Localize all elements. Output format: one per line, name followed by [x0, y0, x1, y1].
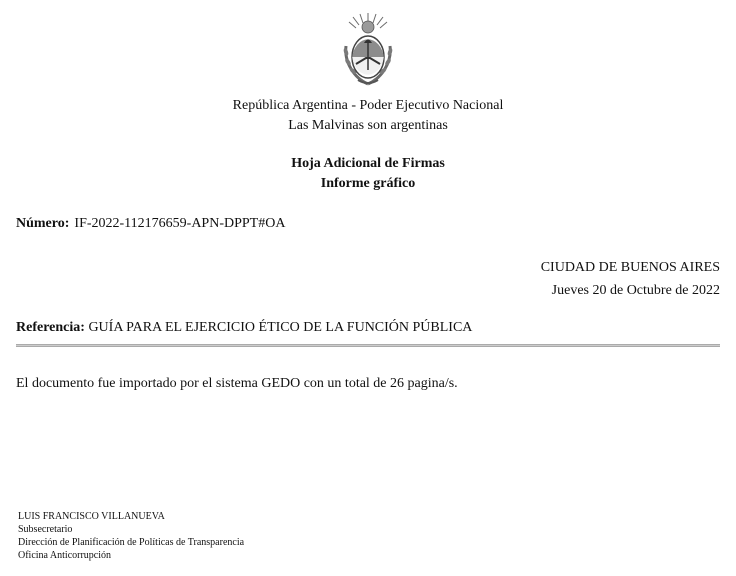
document-title: Hoja Adicional de Firmas: [291, 156, 445, 171]
signature-block: [18, 510, 244, 562]
reference-label: Referencia:: [16, 320, 85, 335]
document-subtitle: Informe gráfico: [320, 176, 416, 191]
argentina-coat-of-arms-icon: [336, 12, 400, 88]
signer-office: Oficina Anticorrupción: [18, 550, 112, 561]
place: CIUDAD DE BUENOS AIRES: [540, 260, 720, 275]
document-number: [16, 214, 285, 234]
header-motto: Las Malvinas son argentinas: [288, 118, 448, 133]
date: Jueves 20 de Octubre de 2022: [551, 283, 720, 298]
signer-position: Subsecretario: [18, 524, 73, 535]
signer-department: Dirección de Planificación de Políticas de Transparencia: [18, 537, 245, 548]
document-number-label: Número:: [16, 216, 70, 231]
signer-name: LUIS FRANCISCO VILLANUEVA: [18, 511, 165, 522]
reference: [16, 318, 472, 338]
header-country: República Argentina - Poder Ejecutivo Nacional: [232, 98, 504, 113]
document-number-value: IF-2022-112176659-APN-DPPT#OA: [74, 216, 286, 231]
divider: [16, 344, 720, 347]
body-text: El documento fue importado por el sistema GEDO con un total de 26 pagina/s.: [16, 376, 458, 391]
reference-value: GUÍA PARA EL EJERCICIO ÉTICO DE LA FUNCIÓN PÚBLICA: [88, 320, 473, 335]
